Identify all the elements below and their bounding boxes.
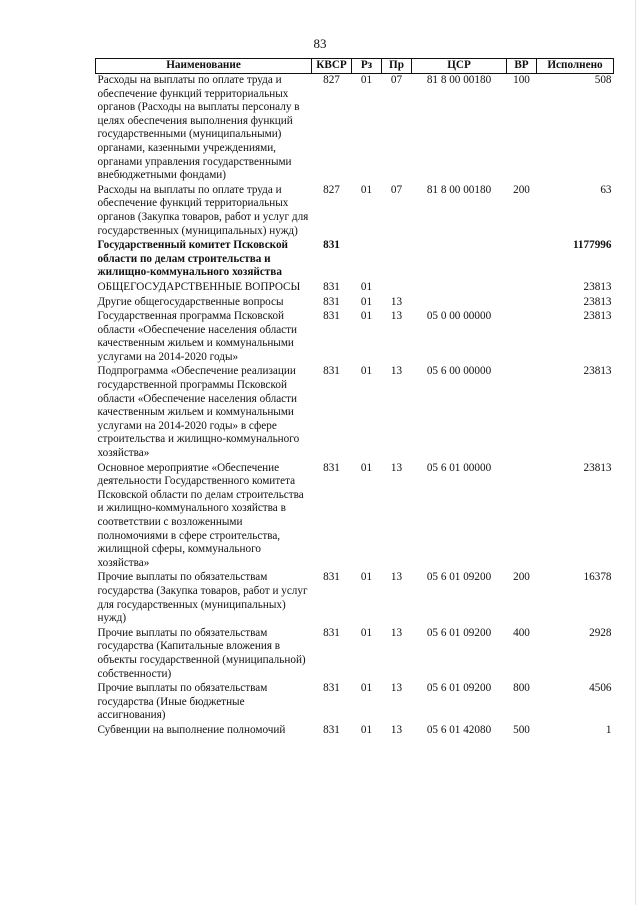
scan-edge-line [635, 0, 636, 905]
cell-executed: 23813 [583, 461, 612, 474]
header-executed: Исполнено [537, 59, 614, 74]
cell-csr: 05 0 00 00000 [426, 310, 492, 323]
table-body [96, 74, 614, 739]
table-header [96, 59, 614, 74]
cell-kvsr: 831 [323, 571, 340, 584]
cell-name: Другие общегосударственные вопросы [97, 295, 284, 308]
cell-vr: 800 [513, 682, 530, 695]
budget-table [95, 58, 614, 739]
cell-name: Государственный комитет Псковской области по делам строительства и жилищно-коммунального хозяйства [97, 239, 289, 279]
cell-rz [352, 239, 382, 281]
cell-csr [412, 281, 507, 296]
cell-vr [507, 239, 537, 281]
cell-rz: 01 [360, 310, 373, 323]
cell-csr [412, 296, 507, 311]
cell-name: Расходы на выплаты по оплате труда и обеспечение функций территориальных органов (Закупка товаров, работ и услуг для государственных (муниципальных) нужд) [97, 183, 309, 237]
cell-executed: 63 [600, 183, 612, 196]
table-row [96, 682, 614, 724]
table-row [96, 627, 614, 682]
cell-vr [507, 365, 537, 461]
cell-name: Государственная программа Псковской области «Обеспечение населения области качественным жильем и коммунальными услугами на 2014-2020 годы» [97, 310, 298, 363]
cell-executed: 23813 [583, 365, 612, 378]
cell-rz: 01 [360, 280, 373, 293]
cell-csr: 05 6 00 00000 [426, 365, 492, 378]
cell-rz: 01 [360, 183, 373, 196]
cell-csr: 81 8 00 00180 [426, 183, 492, 196]
cell-executed: 16378 [583, 571, 612, 584]
table-row [96, 724, 614, 739]
cell-vr: 100 [513, 74, 530, 86]
cell-rz: 01 [360, 365, 373, 378]
header-rz: Рз [352, 59, 382, 74]
header-csr: ЦСР [412, 59, 507, 74]
cell-name: Прочие выплаты по обязательствам государства (Иные бюджетные ассигнования) [97, 682, 268, 722]
cell-csr: 05 6 01 42080 [426, 723, 492, 736]
header-name: Наименование [96, 59, 312, 74]
cell-rz: 01 [360, 626, 373, 639]
table-row [96, 239, 614, 281]
cell-kvsr: 831 [323, 626, 340, 639]
cell-pr: 07 [390, 183, 403, 196]
header-vr: ВР [507, 59, 537, 74]
cell-name: Субвенции на выполнение полномочий [97, 723, 286, 736]
cell-kvsr: 831 [323, 239, 340, 252]
cell-pr [382, 281, 412, 296]
table-row [96, 184, 614, 239]
cell-kvsr: 831 [323, 682, 340, 695]
cell-pr: 13 [390, 365, 403, 378]
cell-name: Основное мероприятие «Обеспечение деятельности Государственного комитета Псковской области по делам строительства и жилищно-коммунального хозяйства в соответствии с возложенными полномочиями в сфере строительства, жилищной сферы, коммунального хозяйства» [97, 461, 304, 569]
cell-executed: 23813 [583, 310, 612, 323]
cell-executed: 1 [605, 723, 612, 736]
cell-pr: 13 [390, 310, 403, 323]
cell-csr: 05 6 01 09200 [426, 571, 492, 584]
cell-csr: 05 6 01 00000 [426, 461, 492, 474]
cell-vr [507, 310, 537, 365]
cell-name: Расходы на выплаты по оплате труда и обеспечение функций территориальных органов (Расходы на выплаты персоналу в целях обеспечения выполнения функций государственными (муниципальными) органами, казенными учреждениями, органами управления государственными внебюджетными фондами) [97, 74, 300, 182]
cell-executed: 23813 [583, 280, 612, 293]
cell-pr: 13 [390, 682, 403, 695]
cell-csr: 81 8 00 00180 [426, 74, 492, 86]
cell-vr: 200 [513, 183, 530, 196]
cell-vr: 500 [513, 723, 530, 736]
cell-executed: 23813 [583, 295, 612, 308]
cell-csr: 05 6 01 09200 [426, 682, 492, 695]
cell-kvsr: 831 [323, 280, 340, 293]
cell-name: Подпрограмма «Обеспечение реализации государственной программы Псковской области «Обеспечение населения области качественным жильем и коммунальными услугами на 2014-2020 годы» в сфере строительства и жилищно-коммунального хозяйства» [97, 365, 300, 460]
cell-csr [412, 239, 507, 281]
cell-pr: 13 [390, 295, 403, 308]
cell-pr: 13 [390, 626, 403, 639]
cell-vr [507, 281, 537, 296]
cell-kvsr: 827 [323, 74, 340, 86]
cell-executed: 508 [594, 74, 612, 86]
cell-pr: 13 [390, 571, 403, 584]
cell-rz: 01 [360, 461, 373, 474]
cell-pr: 13 [390, 723, 403, 736]
cell-kvsr: 831 [323, 295, 340, 308]
cell-executed: 4506 [589, 682, 612, 695]
cell-pr: 13 [390, 461, 403, 474]
table-row [96, 281, 614, 296]
table-row [96, 296, 614, 311]
cell-vr: 200 [513, 571, 530, 584]
header-pr: Пр [382, 59, 412, 74]
cell-executed: 2928 [589, 626, 612, 639]
cell-executed: 1177996 [572, 239, 612, 252]
page-number: 83 [313, 36, 327, 51]
cell-rz: 01 [360, 682, 373, 695]
cell-name: Прочие выплаты по обязательствам государства (Капитальные вложения в объекты государственной (муниципальной) собственности) [97, 626, 306, 680]
cell-vr [507, 462, 537, 572]
cell-vr: 400 [513, 626, 530, 639]
cell-pr: 07 [390, 74, 403, 86]
cell-kvsr: 831 [323, 723, 340, 736]
cell-rz: 01 [360, 723, 373, 736]
cell-rz: 01 [360, 571, 373, 584]
table-row [96, 365, 614, 461]
table-row [96, 74, 614, 184]
cell-rz: 01 [360, 295, 373, 308]
table-row [96, 571, 614, 626]
cell-kvsr: 831 [323, 461, 340, 474]
cell-vr [507, 296, 537, 311]
cell-name: Прочие выплаты по обязательствам государства (Закупка товаров, работ и услуг для государственных (муниципальных) нужд) [97, 571, 308, 625]
cell-rz: 01 [360, 74, 373, 86]
cell-pr [382, 239, 412, 281]
cell-kvsr: 827 [323, 183, 340, 196]
cell-kvsr: 831 [323, 310, 340, 323]
table-row [96, 462, 614, 572]
cell-csr: 05 6 01 09200 [426, 626, 492, 639]
header-kvsr: КВСР [312, 59, 352, 74]
cell-name: ОБЩЕГОСУДАРСТВЕННЫЕ ВОПРОСЫ [97, 280, 301, 293]
table-row [96, 310, 614, 365]
cell-kvsr: 831 [323, 365, 340, 378]
